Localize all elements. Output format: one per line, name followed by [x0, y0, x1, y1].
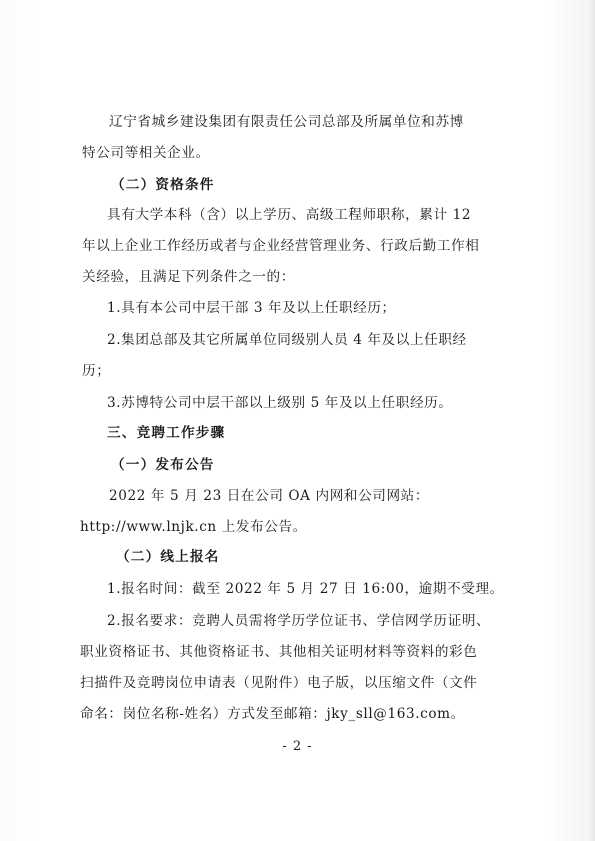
paragraph-line: 2.报名要求：竞聘人员需将学历学位证书、学信网学历证明、: [107, 613, 491, 629]
paragraph-line: 辽宁省城乡建设集团有限责任公司总部及所属单位和苏博: [109, 114, 464, 130]
paragraph-line: 年以上企业工作经历或者与企业经营管理业务、行政后勤工作相: [82, 238, 480, 254]
section-heading-steps: 三、竞聘工作步骤: [107, 425, 226, 441]
page-number: - 2 -: [282, 739, 313, 754]
list-item: 3.苏博特公司中层干部以上级别 5 年及以上任职经历。: [107, 395, 453, 411]
paragraph-line: 命名：岗位名称-姓名）方式发至邮箱：jky_sll@163.com。: [80, 706, 465, 722]
paragraph-line: http://www.lnjk.cn 上发布公告。: [80, 519, 307, 535]
paragraph-line: 具有大学本科（含）以上学历、高级工程师职称，累计 12: [107, 207, 472, 223]
list-item: 2.集团总部及其它所属单位同级别人员 4 年及以上任职经: [107, 332, 467, 348]
subsection-heading-announcement: （一）发布公告: [111, 457, 215, 473]
paragraph-line: 2022 年 5 月 23 日在公司 OA 内网和公司网站：: [109, 488, 430, 504]
paragraph-line: 特公司等相关企业。: [82, 145, 210, 161]
paragraph-line: 1.报名时间：截至 2022 年 5 月 27 日 16:00，逾期不受理。: [107, 581, 504, 597]
list-item-continuation: 历；: [82, 363, 111, 379]
paragraph-line: 职业资格证书、其他资格证书、其他相关证明材料等资料的彩色: [80, 644, 478, 660]
scan-shadow: [589, 0, 595, 841]
subsection-heading-registration: （二）线上报名: [116, 549, 220, 565]
section-heading-qualifications: （二）资格条件: [111, 177, 215, 193]
list-item: 1.具有本公司中层干部 3 年及以上任职经历；: [107, 300, 396, 316]
paragraph-line: 扫描件及竞聘岗位申请表（见附件）电子版，以压缩文件（文件: [80, 675, 478, 691]
paragraph-line: 关经验，且满足下列条件之一的：: [82, 269, 295, 285]
